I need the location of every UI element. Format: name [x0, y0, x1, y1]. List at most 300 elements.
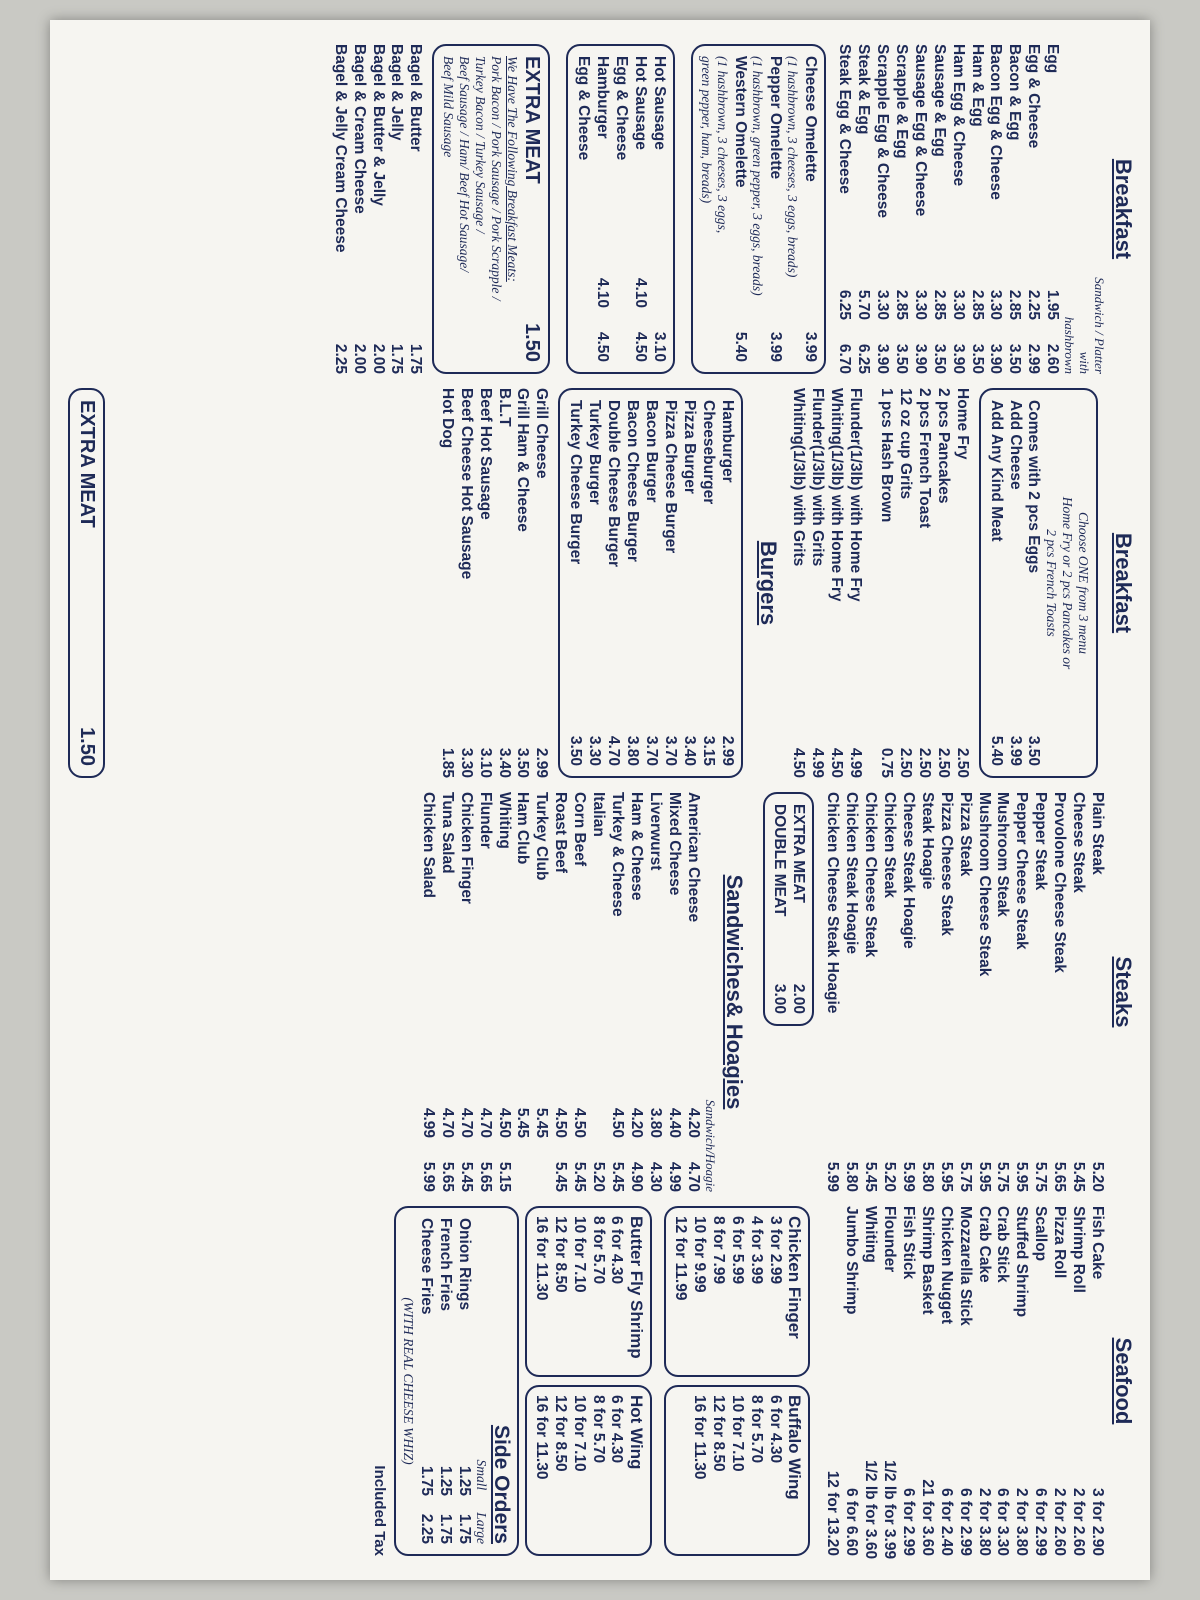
- item-name: Sausage & Egg: [930, 44, 948, 157]
- item-price: 4.20: [627, 1107, 645, 1138]
- item-price: 3.50: [514, 747, 532, 778]
- menu-item: [879, 792, 898, 1192]
- menu-item: [993, 1206, 1012, 1556]
- menu-item: [1023, 44, 1042, 374]
- item-name: Scrapple & Egg: [892, 44, 910, 159]
- item-price: 5.40: [987, 735, 1005, 766]
- item-price: 4.20: [684, 1107, 702, 1138]
- item-name: Hot Dog: [438, 388, 456, 449]
- item-name: Mushroom Steak: [994, 792, 1012, 917]
- item-price: 4.90: [627, 1161, 645, 1192]
- seafood-column: [60, 1206, 1136, 1560]
- bagel-list: [330, 44, 425, 374]
- item-price: 3.30: [586, 735, 604, 766]
- item-name: Chicken Steak: [881, 792, 899, 898]
- item-name: Scrapple Egg & Cheese: [874, 44, 892, 219]
- item-price: 1.85: [438, 747, 456, 778]
- item-name: Bacon & Egg: [1006, 44, 1024, 141]
- menu-item: [895, 388, 914, 778]
- item-name: Fish Cake: [1089, 1206, 1106, 1280]
- menu-item: [494, 388, 513, 778]
- item-name: Flunder(1/3lb) with Grits: [809, 388, 827, 567]
- item-name: Pepper Cheese Steak: [1013, 792, 1031, 950]
- quantity-price: 12 for 8.50: [551, 1216, 569, 1293]
- menu-item: [834, 44, 853, 374]
- item-name: Turkey Burger: [586, 400, 604, 505]
- menu-item: [986, 44, 1005, 374]
- item-name: Hot Sausage: [631, 56, 649, 150]
- item-name: Turkey Cheese Burger: [567, 400, 585, 565]
- item-price: 6 for 2.40: [937, 1487, 955, 1556]
- item-price: 4.99: [665, 1161, 683, 1192]
- item-price: 4.40: [665, 1107, 683, 1138]
- item-name: Ham & Egg: [968, 44, 986, 127]
- menu-item: [330, 44, 349, 374]
- item-price: 3.50: [1025, 735, 1043, 766]
- item-price: 5.65: [476, 1161, 494, 1192]
- item-price: 5.99: [899, 1161, 917, 1192]
- quantity-price: 16 for 11.30: [532, 1395, 550, 1480]
- item-name: Tuna Salad: [438, 792, 456, 874]
- item-name: Mixed Cheese: [665, 792, 683, 896]
- item-price: 4.50: [790, 747, 808, 778]
- item-price: 5.45: [552, 1161, 570, 1192]
- item-name: Liverwurst: [646, 792, 664, 871]
- item-price: 3.80: [646, 1107, 664, 1138]
- wing-row-1: [664, 1206, 810, 1556]
- item-price: 5.20: [1089, 1161, 1106, 1192]
- item-price: 4.99: [419, 1107, 437, 1138]
- cheese-whiz-note: (WITH REAL CHEESE WHIZ): [401, 1297, 417, 1465]
- menu-item: [475, 388, 494, 778]
- quantity-price: 6 for 5.99: [728, 1216, 746, 1285]
- item-price: 5.45: [1070, 1161, 1088, 1192]
- menu-item: [929, 44, 948, 374]
- item-price: 5.95: [975, 1161, 993, 1192]
- item-name: Shrimp Basket: [918, 1206, 936, 1315]
- meat-list-line: Beef Sausage / Ham/ Beef Hot Sausage/: [456, 56, 472, 272]
- menu-item: [974, 1206, 993, 1556]
- item-price: 5.80: [918, 1161, 936, 1192]
- item-price: 3.00: [771, 983, 789, 1014]
- menu-item: [664, 792, 683, 1192]
- menu-item: [1004, 44, 1023, 374]
- item-name: Whiting(1/3lb) with Grits: [790, 388, 808, 567]
- item-price: 2.99: [1025, 343, 1043, 374]
- menu-item: [1030, 792, 1049, 1192]
- item-price: 3.90: [949, 343, 967, 374]
- item-note: (1 hashbrown, 3 cheeses, 3 eggs, breads): [785, 56, 801, 278]
- quantity-price: 8 for 7.99: [709, 1216, 727, 1285]
- item-name: Chicken Finger: [457, 792, 475, 904]
- quantity-price: 6 for 4.30: [766, 1395, 784, 1464]
- item-name: Comes with 2 pcs Eggs: [1025, 400, 1043, 574]
- item-name: Ham Club: [514, 792, 532, 865]
- item-price: 5.45: [571, 1161, 589, 1192]
- menu-item: [841, 792, 860, 1192]
- menu-item: [717, 400, 736, 766]
- item-price: 2.85: [968, 289, 986, 320]
- item-price: 2.25: [331, 343, 349, 374]
- item-name: Hamburger: [718, 400, 736, 483]
- item-price: 3.50: [892, 343, 910, 374]
- menu-item: [565, 400, 584, 766]
- item-name: Stuffed Shrimp: [1013, 1206, 1031, 1318]
- menu-item: [1049, 792, 1068, 1192]
- item-name: Plain Steak: [1089, 792, 1106, 875]
- menu-item: [1011, 1206, 1030, 1556]
- item-name: Bacon Egg & Cheese: [987, 44, 1005, 200]
- quantity-price: 10 for 7.10: [728, 1395, 746, 1472]
- item-name: Add Any Kind Meat: [987, 400, 1005, 542]
- item-name: Sausage Egg & Cheese: [911, 44, 929, 217]
- item-price: 5.65: [438, 1161, 456, 1192]
- large-price: 1.75: [455, 1513, 473, 1544]
- item-name: Steak Egg & Cheese: [836, 44, 854, 194]
- item-price: 3.70: [661, 735, 679, 766]
- item-name: Cheese Steak Hoagie: [899, 792, 917, 949]
- item-name: Flunder: [476, 792, 494, 849]
- menu-item: [822, 1206, 841, 1556]
- item-note: green pepper, ham, breads): [699, 56, 715, 204]
- menu-item: [770, 804, 789, 1014]
- box-title: Buffalo Wing: [785, 1395, 805, 1500]
- burgers-box: [558, 388, 742, 778]
- choose-one-box: [979, 388, 1098, 778]
- included-tax-note: Included Tax: [371, 1465, 389, 1556]
- item-price: 6.70: [836, 343, 854, 374]
- item-name: American Cheese: [684, 792, 702, 923]
- breakfast-sandwich-list: [834, 44, 1061, 374]
- sandwiches-list: [418, 792, 702, 1192]
- item-name: Chicken Nugget: [937, 1206, 955, 1324]
- menu-item: [860, 792, 879, 1192]
- item-price: 4.50: [552, 1107, 570, 1138]
- menu-item: [513, 388, 532, 778]
- menu-item: [917, 792, 936, 1192]
- seafood-list: [822, 1206, 1106, 1560]
- item-price: 6.25: [836, 289, 854, 320]
- item-price: 12 for 13.20: [824, 1470, 842, 1556]
- large-price: 2.25: [418, 1513, 436, 1544]
- item-price: 5.45: [514, 1107, 532, 1138]
- menu-item: [532, 388, 551, 778]
- burgers-title: Burgers: [755, 540, 781, 626]
- menu-item: [368, 44, 387, 374]
- menu-item: [611, 56, 630, 362]
- item-name: Turkey Club: [533, 792, 551, 881]
- item-price: 3.50: [1006, 343, 1024, 374]
- item-price: 3.90: [911, 343, 929, 374]
- item-price: 2.00: [350, 343, 368, 374]
- breakfast-column-2: [60, 388, 1136, 778]
- menu-item: [405, 44, 424, 374]
- wing-row-2: [525, 1206, 652, 1556]
- breakfast-meats-subtitle: We Have The Following Breakfast Meats:: [505, 56, 521, 282]
- menu-item: [1068, 1206, 1087, 1556]
- menu-item: [910, 44, 929, 374]
- item-price: 3.30: [987, 289, 1005, 320]
- item-price: 3.10: [650, 331, 668, 362]
- item-price: 3.10: [476, 747, 494, 778]
- extra-meat-box-2: [68, 388, 105, 778]
- item-price: 2.50: [915, 747, 933, 778]
- side-orders-title: Side Orders: [489, 1424, 513, 1544]
- box-title: Butter Fly Shrimp: [627, 1216, 647, 1359]
- item-price: 5.65: [1051, 1161, 1069, 1192]
- item-price: 3.30: [911, 289, 929, 320]
- sandwich-platter-header: Sandwich / Platter with hashbrown: [1062, 277, 1107, 374]
- menu-item: [532, 792, 551, 1192]
- item-price: 2.85: [1006, 289, 1024, 320]
- item-name: Egg & Cheese: [613, 56, 631, 161]
- quantity-price: 6 for 4.30: [608, 1395, 626, 1464]
- item-name: Cheeseburger: [699, 400, 717, 505]
- item-price: 4.50: [631, 331, 649, 362]
- item-price: 5.20: [881, 1161, 899, 1192]
- item-name: Bagel & Jelly: [388, 44, 406, 141]
- menu-item: [494, 792, 513, 1192]
- buffalo-wing-box: [664, 1385, 810, 1556]
- item-name: 2 pcs Pancakes: [934, 388, 952, 504]
- item-price: 5.45: [862, 1161, 880, 1192]
- item-price: 4.50: [609, 1107, 627, 1138]
- item-note: (1 hashbrown, 3 cheeses, 3 eggs,: [715, 56, 731, 234]
- item-price: 5.45: [609, 1161, 627, 1192]
- omelette-box: [691, 44, 826, 374]
- menu-item: [698, 400, 717, 766]
- item-name: Corn Beef: [571, 792, 589, 867]
- quantity-price: 8 for 5.70: [589, 1395, 607, 1464]
- small-price: 1.75: [418, 1465, 436, 1496]
- menu-item: Western Omelette 5.40: [732, 56, 750, 362]
- item-name: B.L.T: [495, 388, 513, 427]
- quantity-price: 12 for 11.99: [672, 1216, 690, 1301]
- item-name: Jumbo Shrimp: [843, 1206, 861, 1315]
- menu-item: [418, 792, 437, 1192]
- item-price: 1/2 lb for 3.99: [881, 1460, 899, 1560]
- item-price: 5.75: [994, 1161, 1012, 1192]
- item-name: Cheese Fries: [418, 1218, 436, 1315]
- item-price: 4.99: [847, 747, 865, 778]
- menu-item: [649, 56, 668, 362]
- item-price: 5.75: [1032, 1161, 1050, 1192]
- size-header: Small Large: [473, 1459, 489, 1544]
- menu-item: [569, 792, 588, 1192]
- item-price: 3.30: [457, 747, 475, 778]
- menu-item: [860, 1206, 880, 1560]
- menu-item: [789, 388, 808, 778]
- item-price: 2.60: [1044, 343, 1062, 374]
- menu-item: [1087, 792, 1106, 1192]
- menu-item: [588, 792, 607, 1192]
- item-price: 5.15: [495, 1161, 513, 1192]
- menu-item: [437, 792, 456, 1192]
- item-name: Flunder(1/3lb) with Home Fry: [847, 388, 865, 602]
- item-name: 1 pcs Hash Brown: [878, 388, 896, 523]
- menu-item: [603, 400, 622, 766]
- menu-sheet: [50, 20, 1150, 1580]
- menu-item: [933, 388, 952, 778]
- large-price: 1.75: [437, 1513, 455, 1544]
- sandwiches-title: Sandwiches& Hoagies: [721, 874, 747, 1110]
- item-name: Bagel & Cream Cheese: [350, 44, 368, 214]
- menu-item: [1024, 400, 1043, 766]
- menu-item: Cheese Omelette 3.99: [802, 56, 820, 362]
- item-price: 5.75: [956, 1161, 974, 1192]
- item-name: Fish Stick: [899, 1206, 917, 1280]
- menu-item: [387, 44, 406, 374]
- item-price: 2.50: [897, 747, 914, 778]
- menu-item: [513, 792, 532, 1192]
- item-name: 12 oz cup Grits: [897, 388, 914, 500]
- chicken-finger-box: [664, 1206, 810, 1377]
- menu-item: [936, 1206, 955, 1556]
- quantity-price: 8 for 5.70: [747, 1395, 765, 1464]
- item-price: 6 for 3.30: [994, 1487, 1012, 1556]
- item-price: 2.25: [1025, 289, 1043, 320]
- item-price: 3.15: [699, 735, 717, 766]
- item-name: Home Fry: [953, 388, 971, 460]
- item-name: Crab Cake: [975, 1206, 993, 1283]
- quantity-price: 12 for 8.50: [709, 1395, 727, 1472]
- item-price: 2.50: [934, 747, 952, 778]
- item-name: Mozzarella Stick: [956, 1206, 974, 1326]
- steaks-title: Steaks: [1111, 956, 1136, 1028]
- quantity-price: 10 for 9.99: [691, 1216, 709, 1293]
- item-name: Chicken Salad: [419, 792, 437, 898]
- menu-item: [822, 792, 841, 1192]
- item-name: Hamburger: [594, 56, 612, 139]
- menu-item: [435, 1218, 454, 1544]
- item-name: Onion Rings: [455, 1218, 473, 1311]
- menu-item: [475, 792, 494, 1192]
- menu-item: [1042, 44, 1061, 374]
- menu-item: [454, 1218, 473, 1544]
- item-name: Add Cheese: [1006, 400, 1024, 490]
- menu-item: [679, 400, 698, 766]
- menu-item: [584, 400, 603, 766]
- item-price: 4.10: [594, 277, 612, 308]
- item-name: Chicken Cheese Steak: [862, 792, 880, 958]
- menu-item: [456, 388, 475, 778]
- steaks-column: [60, 792, 1136, 1192]
- item-price: 2.50: [953, 747, 971, 778]
- item-name: Bagel & Butter: [407, 44, 425, 152]
- item-price: 4.10: [631, 277, 649, 308]
- menu-item: [967, 44, 986, 374]
- item-price: 4.99: [809, 747, 827, 778]
- menu-item: [1011, 792, 1030, 1192]
- item-price: 5.45: [533, 1107, 551, 1138]
- quantity-price: 16 for 11.30: [691, 1395, 709, 1480]
- item-price: 6 for 2.99: [956, 1487, 974, 1556]
- item-name: Egg & Cheese: [575, 56, 593, 161]
- butterfly-shrimp-box: [525, 1206, 652, 1377]
- item-price: 6 for 6.60: [843, 1487, 861, 1556]
- item-name: Bacon Burger: [642, 400, 660, 503]
- item-price: 5.95: [1013, 1161, 1031, 1192]
- menu-item: [630, 56, 649, 362]
- menu-item: [948, 44, 967, 374]
- side-orders-box: [394, 1206, 519, 1556]
- item-price: 6 for 2.99: [899, 1487, 917, 1556]
- menu-item: [853, 44, 872, 374]
- menu-item: [914, 388, 933, 778]
- menu-item: [879, 1206, 899, 1560]
- menu-item: [841, 1206, 860, 1556]
- menu-item: [974, 792, 993, 1192]
- item-name: 2 pcs French Toast: [915, 388, 933, 529]
- menu-item: [645, 792, 664, 1192]
- item-price: 3.50: [567, 735, 585, 766]
- item-price: 4.70: [605, 735, 623, 766]
- choose-note: Choose ONE from 3 menu: [1076, 512, 1091, 654]
- choose-note: Home Fry or 2 pcs Pancakes or: [1059, 496, 1075, 670]
- item-price: 3.70: [642, 735, 660, 766]
- sausage-box: [566, 44, 675, 374]
- breakfast-column-1: [60, 44, 1136, 374]
- item-name: Whiting(1/3lb) with Home Fry: [828, 388, 846, 602]
- item-price: 4.50: [571, 1107, 589, 1138]
- item-name: Hot Sausage: [650, 56, 668, 150]
- grill-items-list: [437, 388, 550, 778]
- menu-item: [607, 792, 626, 1192]
- menu-item: [876, 388, 895, 778]
- menu-item: [626, 792, 645, 1192]
- extra-meat-box: [432, 44, 550, 374]
- menu-item: [891, 44, 910, 374]
- item-price: 5.20: [590, 1161, 608, 1192]
- menu-item: [349, 44, 368, 374]
- item-name: Bagel & Jelly Cream Cheese: [331, 44, 349, 253]
- item-name: Grill Ham & Cheese: [514, 388, 532, 532]
- item-name: Pizza Steak: [956, 792, 974, 877]
- meat-list-line: Pork Bacon / Pork Sausage / Pork Scrapple /: [489, 56, 505, 301]
- menu-item: [917, 1206, 936, 1556]
- hot-wing-box: [525, 1385, 652, 1556]
- item-price: 0.75: [878, 747, 896, 778]
- menu-item: [955, 792, 974, 1192]
- menu-item: [573, 56, 592, 362]
- menu-item: [1068, 792, 1087, 1192]
- menu-item: [622, 400, 641, 766]
- item-price: 6 for 2.99: [1032, 1487, 1050, 1556]
- menu-item: [845, 388, 864, 778]
- menu-item: [437, 388, 456, 778]
- item-name: Whiting: [495, 792, 513, 849]
- item-name: Ham Egg & Cheese: [949, 44, 967, 187]
- item-name: Scallop: [1032, 1206, 1050, 1262]
- menu-item: [826, 388, 845, 778]
- item-price: 3 for 2.90: [1089, 1487, 1106, 1556]
- item-name: Pizza Cheese Steak: [937, 792, 955, 936]
- item-name: Grill Cheese: [533, 388, 551, 479]
- breakfast-sides-list: [876, 388, 971, 778]
- item-price: 5.80: [843, 1161, 861, 1192]
- item-price: 2.99: [718, 735, 736, 766]
- menu-item: [993, 792, 1012, 1192]
- item-name: Roast Beef: [552, 792, 570, 873]
- menu-item: [660, 400, 679, 766]
- item-name: Mushroom Cheese Steak: [975, 792, 993, 977]
- menu-item: [641, 400, 660, 766]
- quantity-price: 12 for 8.50: [551, 1395, 569, 1472]
- item-name: French Fries: [437, 1218, 455, 1312]
- item-price: 5.70: [855, 289, 873, 320]
- choose-note: 2 pcs French Toasts: [1043, 529, 1059, 637]
- extra-meat-row: EXTRA MEAT 1.50: [521, 56, 544, 362]
